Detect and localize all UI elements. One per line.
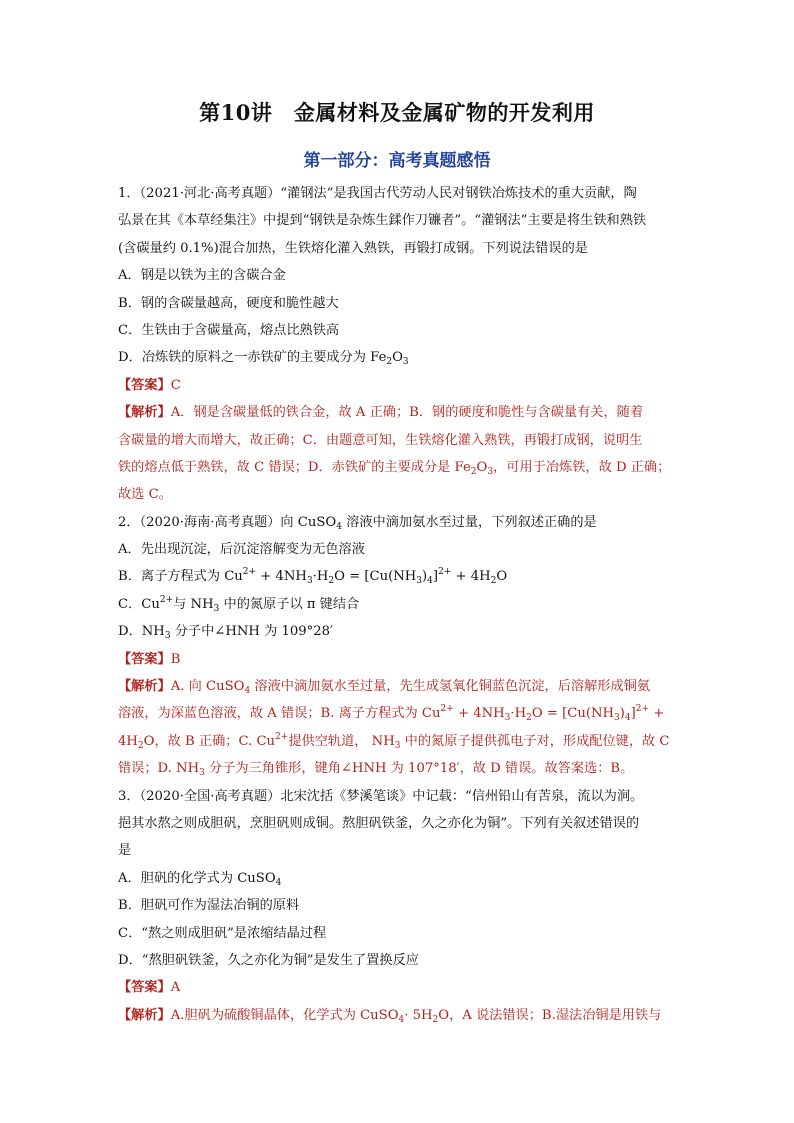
text: A．胆矾的化学式为 CuSO xyxy=(118,870,276,886)
q3-option-d: D．“熬胆矾铁釜，久之亦化为铜”是发生了置换反应 xyxy=(118,952,419,968)
section-subtitle: 第一部分：高考真题感悟 xyxy=(303,151,491,171)
answer-value: B xyxy=(170,651,181,667)
text: O = [Cu(NH xyxy=(531,706,615,722)
text: O，故 B 正确；C. Cu xyxy=(143,733,276,749)
subscript: 3 xyxy=(487,466,494,477)
text: ] xyxy=(630,706,636,722)
text: 溶液，为深蓝色溶液，故 A 错误；B. 离子方程式为 Cu xyxy=(118,706,441,722)
superscript: 2+ xyxy=(438,567,452,578)
subscript: 2 xyxy=(328,576,335,587)
subscript: 3 xyxy=(306,576,313,587)
subscript: 4 xyxy=(398,1014,405,1025)
text: + 4NH xyxy=(453,706,505,722)
subscript: 3 xyxy=(164,631,171,642)
q2-analysis-line-4 xyxy=(118,755,678,782)
subscript: 4 xyxy=(275,877,282,888)
q3-option-a xyxy=(118,865,678,892)
q1-answer xyxy=(118,372,678,399)
text: · 5H xyxy=(404,1007,433,1023)
q3-stem-line-3: 是 xyxy=(118,843,132,859)
text: 溶液中滴加氨水至过量，先生成氢氧化铜蓝色沉淀，后溶解形成铜氨 xyxy=(250,679,651,695)
superscript: 2+ xyxy=(440,704,454,715)
subscript: 3 xyxy=(199,768,205,779)
subscript: 4 xyxy=(244,686,251,697)
subscript: 2 xyxy=(432,1014,439,1025)
superscript: 2+ xyxy=(242,567,257,578)
text: B．离子方程式为 Cu xyxy=(118,569,243,585)
q1-analysis-line-2: 含碳量的增大而增大，故正确；C．由题意可知，生铁熔化灌入熟铁，再锻打成钢，说明生 xyxy=(118,432,643,448)
text: + 4H xyxy=(451,569,491,585)
q1-option-b: B．钢的含碳量越高，硬度和脆性越大 xyxy=(118,295,339,311)
answer-label: 【答案】 xyxy=(118,651,171,667)
text: 铁的熔点低于熟铁，故 C 错误；D．赤铁矿的主要成分是 Fe xyxy=(118,459,471,475)
subscript: 2 xyxy=(470,466,477,477)
text: 提供空轨道， NH xyxy=(288,733,395,749)
text: 4H xyxy=(118,733,138,749)
text: D．NH xyxy=(118,624,165,640)
subscript: 2 xyxy=(526,713,532,724)
text: 中的氮原子以 π 键结合 xyxy=(219,596,360,612)
text: + 4NH xyxy=(256,569,307,585)
analysis-label: 【解析】 xyxy=(118,405,171,421)
q1-option-c: C．生铁由于含碳量高，熔点比熟铁高 xyxy=(118,322,340,338)
text: A.胆矾为硫酸铜晶体，化学式为 CuSO xyxy=(170,1007,399,1023)
q2-option-a: A．先出现沉淀，后沉淀溶解变为无色溶液 xyxy=(118,542,365,558)
superscript: 2+ xyxy=(635,704,650,715)
text: ，可用于冶炼铁，故 D 正确； xyxy=(493,459,671,475)
q3-analysis-line-1 xyxy=(118,1002,678,1029)
superscript: 2+ xyxy=(275,731,289,742)
text: O xyxy=(476,459,488,475)
q2-option-b xyxy=(118,563,678,590)
q1-stem-line-1: 1．（2021·河北·高考真题）“灌钢法”是我国古代劳动人民对钢铁冶炼技术的重大贡献，陶 xyxy=(118,186,637,201)
q3-option-c: C．“熬之则成胆矾”是浓缩结晶过程 xyxy=(118,925,327,941)
subscript: 2 xyxy=(137,740,144,751)
subscript: 4 xyxy=(624,713,631,724)
q2-option-d xyxy=(118,618,678,645)
text: 中的氮原子提供孤电子对，形成配位键，故 C xyxy=(400,733,670,749)
subscript: 3 xyxy=(394,740,401,751)
text: 2．（2020·海南·高考真题）向 CuSO xyxy=(118,514,337,530)
text: ] xyxy=(432,569,439,585)
text: ) xyxy=(619,706,625,722)
subscript: 3 xyxy=(614,713,620,724)
answer-label: 【答案】 xyxy=(118,980,171,996)
answer-label: 【答案】 xyxy=(118,377,171,393)
text: 分子为三角锥形，键角∠HNH 为 107°18′，故 D 错误。故答案选：B。 xyxy=(204,761,634,777)
subscript: 3 xyxy=(213,603,220,614)
text: 错误；D. NH xyxy=(118,761,200,777)
text: C．Cu xyxy=(118,596,160,612)
q3-stem-line-1: 3．（2020·全国·高考真题）北宋沈括《梦溪笔谈》中记载：“信州铅山有苦泉，流以为涧。 xyxy=(118,788,644,804)
text: D．冶炼铁的原料之一赤铁矿的主要成分为 Fe xyxy=(118,350,387,366)
q1-stem-line-2: 弘景在其《本草经集注》中提到“钢铁是杂炼生鍒作刀镰者”。“灌钢法”主要是将生铁和熟铁 xyxy=(118,213,647,229)
answer-value: C xyxy=(170,377,181,393)
q1-option-a: A．钢是以铁为主的含碳合金 xyxy=(118,268,286,284)
text: A．钢是含碳量低的铁合金，故 A 正确；B．钢的硬度和脆性与含碳量有关，随着 xyxy=(170,405,644,421)
q1-option-d xyxy=(118,344,678,371)
superscript: 2+ xyxy=(159,594,174,605)
q3-answer xyxy=(118,974,678,1001)
questions-body xyxy=(118,180,678,1029)
answer-value: A xyxy=(170,980,181,996)
q2-analysis-line-1 xyxy=(118,673,678,700)
analysis-label: 【解析】 xyxy=(118,679,171,695)
subscript: 3 xyxy=(416,576,423,587)
q2-stem xyxy=(118,509,678,536)
text: ) xyxy=(422,569,428,585)
q2-option-c xyxy=(118,591,678,618)
analysis-label: 【解析】 xyxy=(118,1007,171,1023)
text: A. 向 CuSO xyxy=(170,679,245,695)
q3-option-b: B．胆矾可作为湿法冶铜的原料 xyxy=(118,898,300,914)
text: O xyxy=(392,350,403,366)
q1-stem-line-3: (含碳量约 0.1%)混合加热，生铁熔化灌入熟铁，再锻打成钢。下列说法错误的是 xyxy=(118,240,588,256)
text: 与 NH xyxy=(173,596,214,612)
subscript: 2 xyxy=(386,357,393,368)
q1-analysis-line-1 xyxy=(118,399,678,426)
text: 溶液中滴加氨水至过量，下列叙述正确的是 xyxy=(341,514,597,530)
q3-stem-line-2: 挹其水熬之则成胆矾，烹胆矾则成铜。熬胆矾铁釜，久之亦化为铜”。下列有关叙述错误的 xyxy=(118,815,640,831)
subscript: 4 xyxy=(336,521,342,532)
text: O xyxy=(496,569,508,585)
q1-analysis-line-3 xyxy=(118,454,678,481)
text: ·H xyxy=(510,706,527,722)
text: O = [Cu(NH xyxy=(334,569,417,585)
subscript: 4 xyxy=(427,576,433,587)
q2-analysis-line-2 xyxy=(118,700,678,727)
text: O，A 说法错误；B.湿法冶铜是用铁与 xyxy=(438,1007,662,1023)
q1-analysis-line-4: 故选 C。 xyxy=(118,487,172,503)
text: ·H xyxy=(312,569,329,585)
page-title: 第10讲 金属材料及金属矿物的开发利用 xyxy=(199,100,595,125)
q2-analysis-line-3 xyxy=(118,728,678,755)
subscript: 2 xyxy=(490,576,497,587)
subscript: 3 xyxy=(402,357,409,368)
q2-answer xyxy=(118,646,678,673)
subscript: 3 xyxy=(504,713,511,724)
text: 分子中∠HNH 为 109°28′ xyxy=(170,624,334,640)
text: + xyxy=(649,706,665,722)
